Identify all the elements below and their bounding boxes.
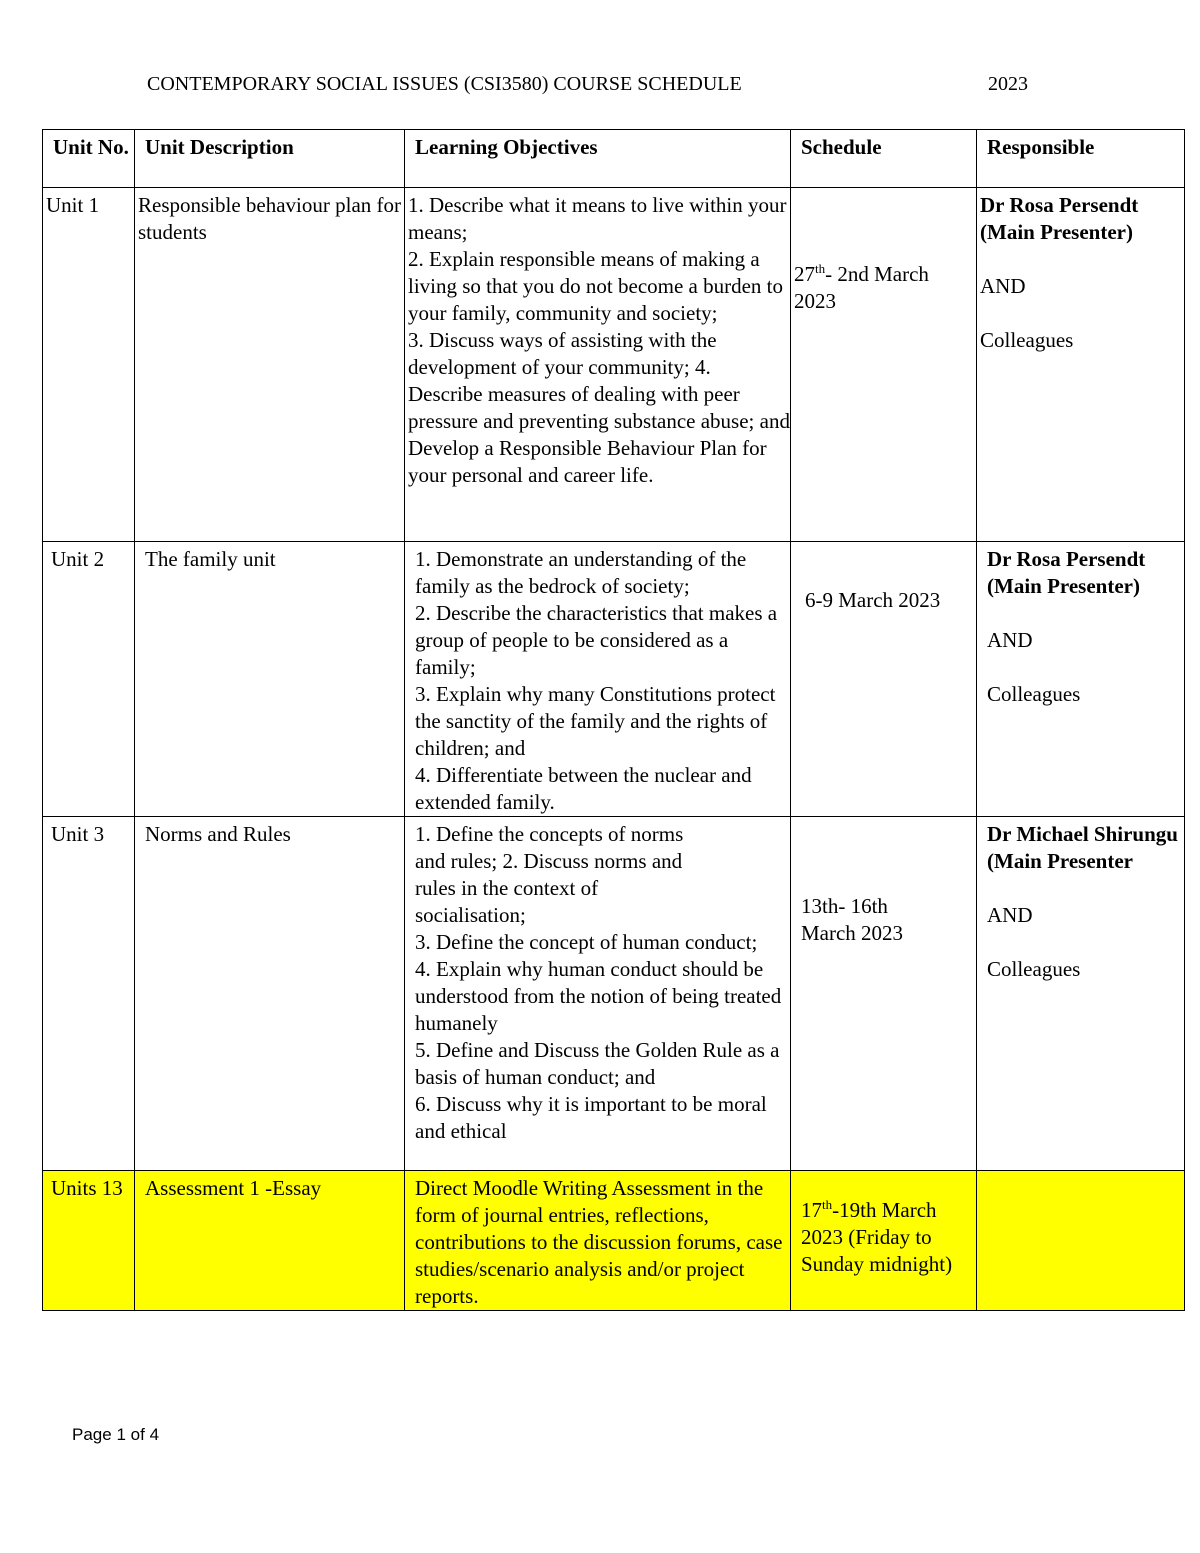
schedule-dates: 13th- 16th March 2023: [791, 817, 977, 1171]
presenter: Dr Rosa Persendt (Main Presenter): [980, 193, 1139, 244]
unit-number: Unit 1: [43, 188, 135, 542]
document-title: CONTEMPORARY SOCIAL ISSUES (CSI3580) COURSE SCHEDULE: [147, 73, 742, 95]
learning-objectives: [405, 1171, 791, 1311]
objective: 3. Define the concept of human conduct;: [415, 930, 758, 954]
objective: 4. Explain why human conduct should be understood from the notion of being treated humanely: [415, 957, 782, 1035]
table-header-row: [43, 130, 1185, 188]
unit-description: The family unit: [135, 542, 405, 817]
objective: 5. Define and Discuss the Golden Rule as a basis of human conduct; and: [415, 1038, 780, 1089]
course-schedule-table: [42, 129, 1185, 1311]
header-learning-objectives: Learning Objectives: [405, 130, 791, 188]
header-unit-no: Unit No.: [43, 130, 135, 188]
header-unit-description: Unit Description: [135, 130, 405, 188]
objective: 2. Explain responsible means of making a living so that you do not become a burden to your family, community and society;: [408, 247, 784, 325]
and-label: AND: [987, 903, 1033, 927]
responsible: [977, 188, 1185, 542]
table-row: [43, 188, 1185, 542]
table-row: [43, 817, 1185, 1171]
document-year: 2023: [988, 73, 1028, 95]
objective: Describe measures of dealing with peer pressure and preventing substance abuse; and: [408, 382, 790, 433]
unit-number: Unit 3: [43, 817, 135, 1171]
schedule-dates: 27th- 2nd March 2023: [791, 188, 977, 542]
header-responsible: Responsible: [977, 130, 1185, 188]
learning-objectives: [405, 188, 791, 542]
learning-objectives: [405, 817, 791, 1171]
objective: 3. Explain why many Constitutions protect the sanctity of the family and the rights of children; and: [415, 682, 776, 760]
responsible: [977, 1171, 1185, 1311]
unit-description: Responsible behaviour plan for students: [135, 188, 405, 542]
colleagues-label: Colleagues: [987, 957, 1081, 981]
presenter: Dr Rosa Persendt (Main Presenter): [987, 547, 1146, 598]
colleagues-label: Colleagues: [987, 682, 1081, 706]
learning-objectives: [405, 542, 791, 817]
header-schedule: Schedule: [791, 130, 977, 188]
schedule-dates: 6-9 March 2023: [791, 542, 977, 817]
presenter: Dr Michael Shirungu (Main Presenter: [987, 822, 1178, 873]
responsible: [977, 542, 1185, 817]
unit-number: Units 13: [43, 1171, 135, 1311]
objective: Develop a Responsible Behaviour Plan for your personal and career life.: [408, 436, 767, 487]
page-number: Page 1 of 4: [72, 1425, 160, 1444]
and-label: AND: [987, 628, 1033, 652]
objective: 4. Differentiate between the nuclear and extended family.: [415, 763, 752, 814]
unit-description: Norms and Rules: [135, 817, 405, 1171]
objective: 1. Define the concepts of norms and rules; 2. Discuss norms and rules in the context of socialisation;: [415, 822, 684, 927]
objective: 1. Demonstrate an understanding of the family as the bedrock of society;: [415, 547, 747, 598]
objective: 2. Describe the characteristics that makes a group of people to be considered as a family;: [415, 601, 778, 679]
objective: 1. Describe what it means to live within your means;: [408, 193, 787, 244]
objective: 6. Discuss why it is important to be moral and ethical: [415, 1092, 767, 1143]
objective: Direct Moodle Writing Assessment in the form of journal entries, reflections, contributions to the discussion forums, case studies/scenario analysis and/or project reports.: [415, 1176, 783, 1308]
unit-number: Unit 2: [43, 542, 135, 817]
unit-description: Assessment 1 -Essay: [135, 1171, 405, 1311]
colleagues-label: Colleagues: [980, 328, 1074, 352]
and-label: AND: [980, 274, 1026, 298]
responsible: [977, 817, 1185, 1171]
schedule-dates: 17th-19th March 2023 (Friday to Sunday midnight): [791, 1171, 977, 1311]
table-row: [43, 542, 1185, 817]
objective: 3. Discuss ways of assisting with the development of your community; 4.: [408, 328, 717, 379]
table-row-assessment: [43, 1171, 1185, 1311]
